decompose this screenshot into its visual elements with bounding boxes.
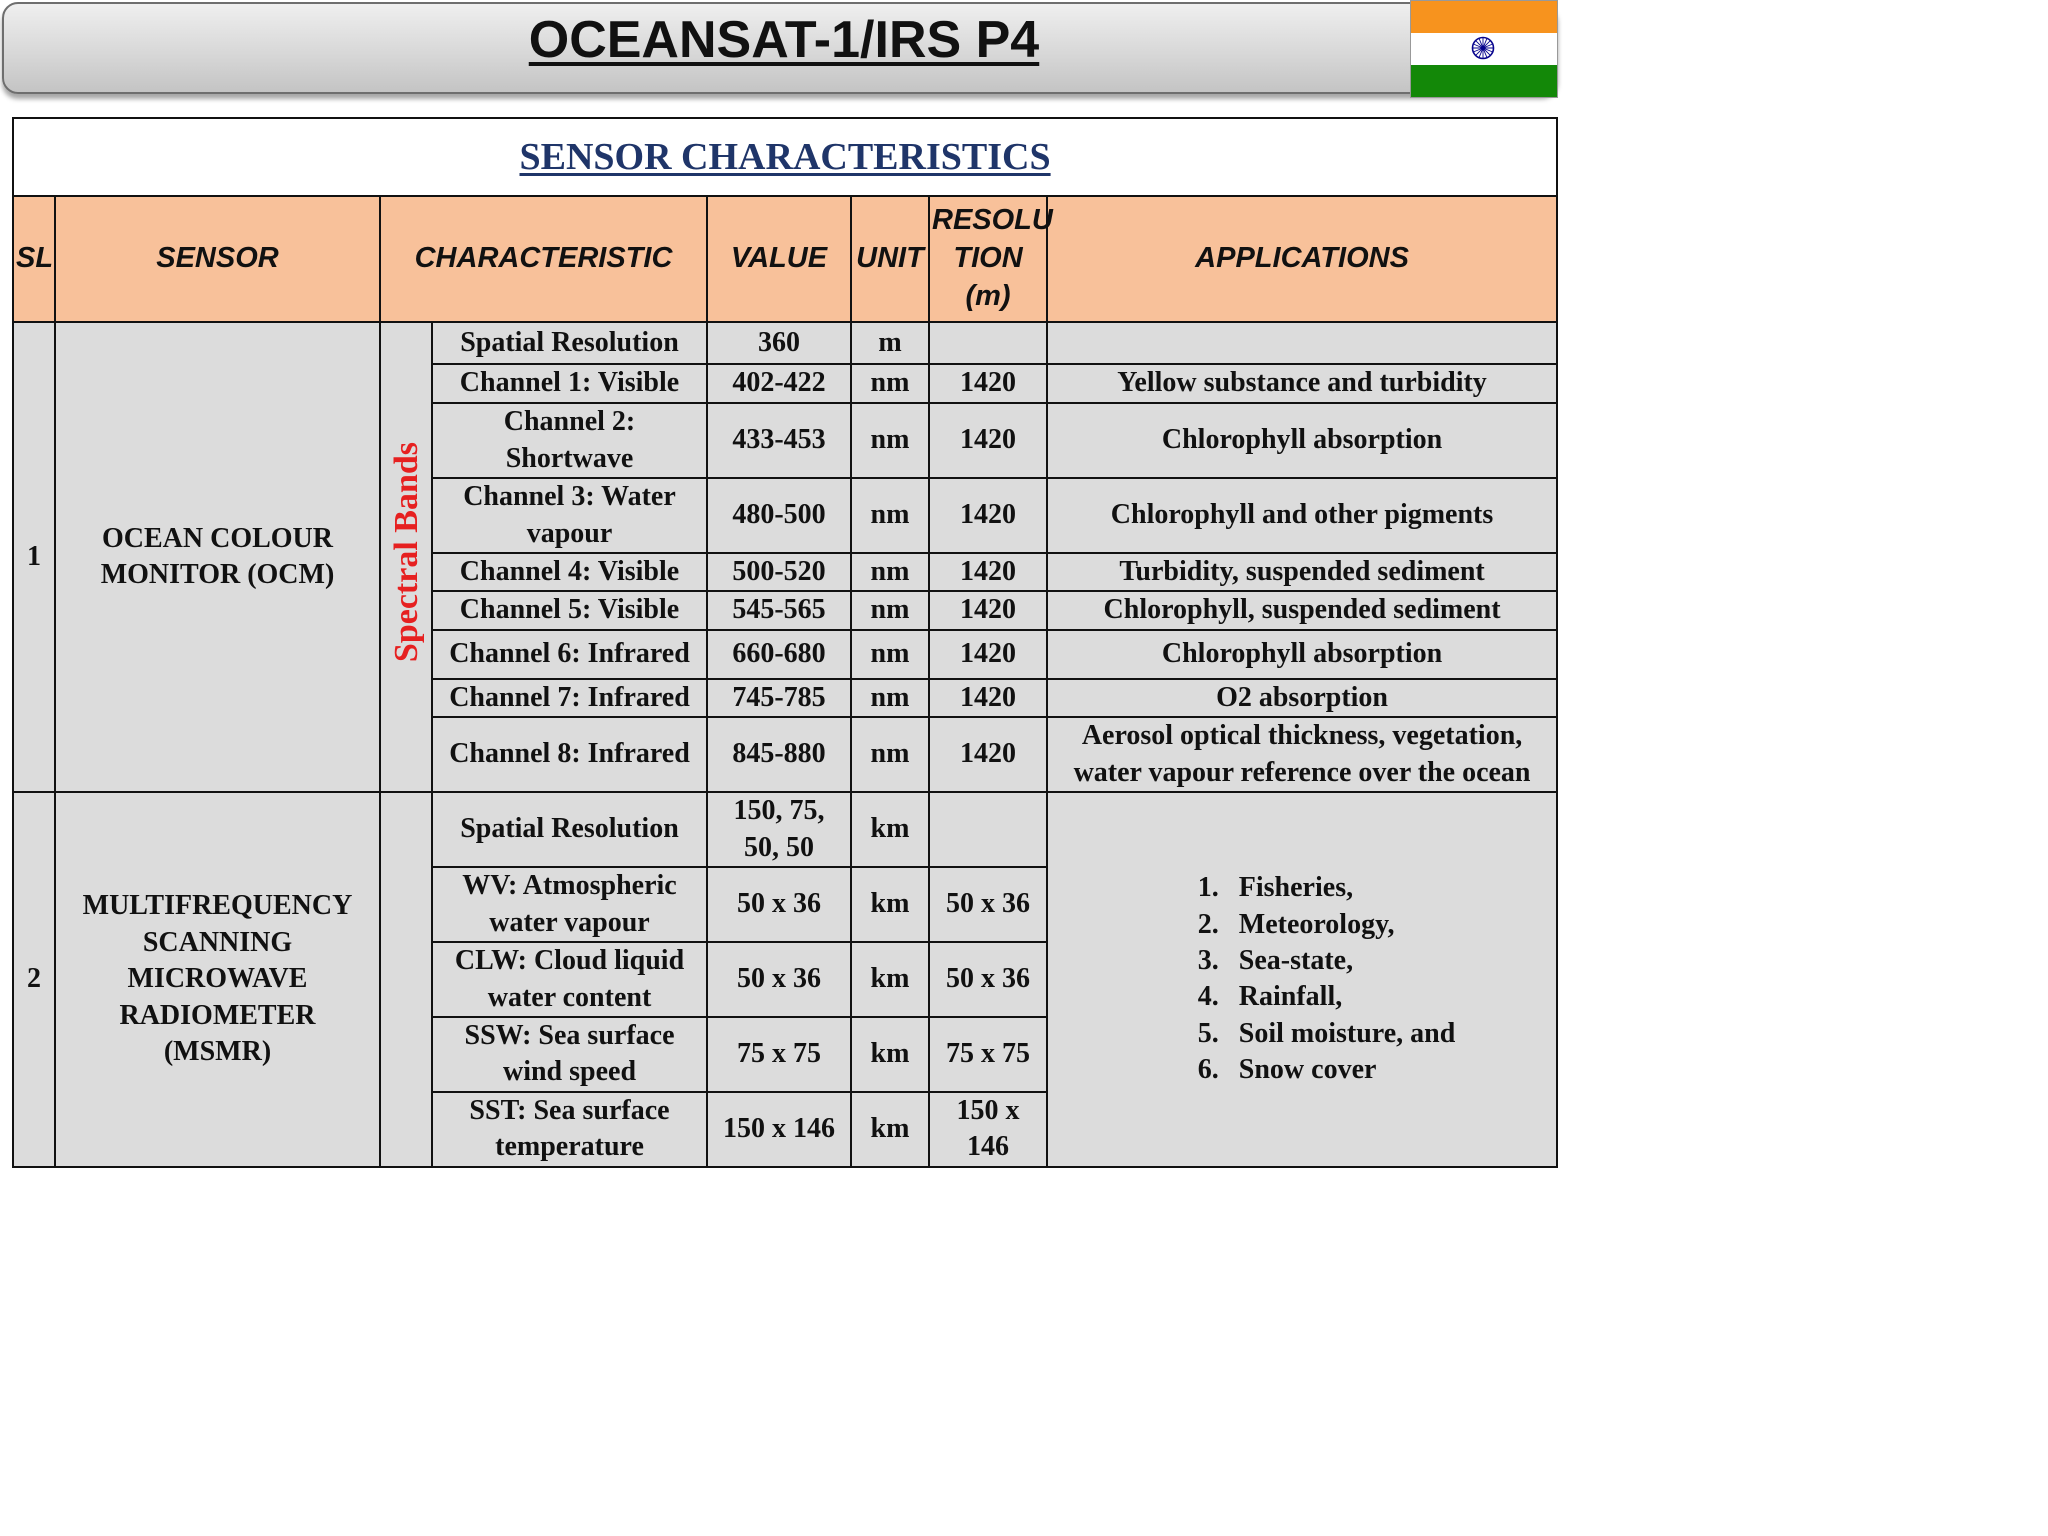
unit-cell: km: [851, 867, 929, 942]
characteristic-cell: Channel 7: Infrared: [432, 679, 707, 717]
resolution-cell: 1420: [929, 403, 1047, 478]
header-value: VALUE: [707, 196, 851, 322]
table-row: [13, 322, 1557, 364]
header-resolution-line-1: RESOLU: [932, 204, 1053, 237]
characteristic-line-1: SST: Sea surface: [469, 1094, 670, 1126]
header-sl: SL: [13, 196, 55, 322]
msmr-name-line-3: MICROWAVE: [127, 963, 308, 995]
characteristic-line-1: Channel 2:: [503, 406, 636, 438]
list-item-number: 5.: [1197, 1017, 1219, 1049]
value-cell: 745-785: [707, 679, 851, 717]
value-cell: 360: [707, 322, 851, 364]
value-cell: 50 x 36: [707, 942, 851, 1017]
characteristic-cell: [432, 478, 707, 553]
flag-green-band: [1411, 65, 1557, 97]
resolution-cell: 1420: [929, 553, 1047, 591]
characteristic-cell: Channel 6: Infrared: [432, 630, 707, 679]
spectral-bands-label: Spectral Bands: [388, 441, 425, 662]
header-characteristic: CHARACTERISTIC: [380, 196, 707, 322]
resolution-cell: 1420: [929, 478, 1047, 553]
list-item-text: Sea-state,: [1238, 945, 1354, 977]
characteristic-line-1: CLW: Cloud liquid: [454, 945, 685, 977]
characteristic-cell: [432, 1017, 707, 1092]
resolution-line-2: 146: [967, 1131, 1009, 1163]
resolution-cell: 1420: [929, 630, 1047, 679]
characteristic-line-1: Channel 3: Water: [463, 481, 676, 513]
characteristic-line-2: temperature: [495, 1131, 644, 1163]
header-resolution: [929, 196, 1053, 322]
value-cell: 660-680: [707, 630, 851, 679]
list-item-text: Soil moisture, and: [1238, 1017, 1456, 1049]
resolution-cell: 50 x 36: [929, 867, 1047, 942]
application-cell: Turbidity, suspended sediment: [1047, 553, 1557, 591]
list-item: [1149, 870, 1456, 906]
header-unit: UNIT: [851, 196, 929, 322]
msmr-name-line-4: RADIOMETER: [119, 999, 316, 1031]
application-cell: Chlorophyll and other pigments: [1047, 478, 1557, 553]
characteristic-line-1: SSW: Sea surface: [464, 1020, 675, 1052]
table-row: [13, 792, 1557, 867]
value-line-2: 50, 50: [744, 831, 814, 863]
list-item: [1149, 907, 1456, 943]
characteristic-cell: Channel 8: Infrared: [432, 717, 707, 792]
characteristic-cell: [432, 1092, 707, 1167]
india-flag-icon: [1410, 0, 1558, 98]
header-resolution-line-3: (m): [965, 279, 1011, 312]
application-cell: [1047, 322, 1557, 364]
unit-cell: nm: [851, 717, 929, 792]
header-resolution-line-2: TION: [953, 242, 1023, 275]
list-item-number: 4.: [1197, 981, 1219, 1013]
application-line-1: Aerosol optical thickness, vegetation,: [1081, 720, 1523, 752]
value-cell: 480-500: [707, 478, 851, 553]
page-title: OCEANSAT-1/IRS P4: [528, 11, 1040, 69]
msmr-name-line-2: SCANNING: [142, 926, 293, 958]
msmr-sensor-name: [55, 792, 380, 1167]
list-item: [1149, 1016, 1456, 1052]
list-item-number: 2.: [1197, 908, 1219, 940]
unit-cell: nm: [851, 630, 929, 679]
value-cell: 433-453: [707, 403, 851, 478]
resolution-cell: 1420: [929, 364, 1047, 403]
unit-cell: km: [851, 1092, 929, 1167]
list-item-number: 1.: [1197, 872, 1219, 904]
list-item: [1149, 979, 1456, 1015]
value-cell: 845-880: [707, 717, 851, 792]
msmr-name-line-1: MULTIFREQUENCY: [82, 890, 353, 922]
resolution-cell: [929, 322, 1047, 364]
list-item-text: Rainfall,: [1238, 981, 1343, 1013]
unit-cell: nm: [851, 364, 929, 403]
characteristic-cell: Channel 1: Visible: [432, 364, 707, 403]
flag-white-band: [1411, 33, 1557, 65]
unit-cell: km: [851, 1017, 929, 1092]
ocm-name-line-1: OCEAN COLOUR: [101, 522, 333, 554]
header-row: [13, 196, 1557, 322]
ocm-name-line-2: MONITOR (OCM): [100, 559, 335, 591]
resolution-cell: [929, 1092, 1047, 1167]
list-item: [1149, 943, 1456, 979]
application-cell: Chlorophyll absorption: [1047, 403, 1557, 478]
unit-cell: km: [851, 792, 929, 867]
resolution-cell: 50 x 36: [929, 942, 1047, 1017]
msmr-sl: 2: [13, 792, 55, 1167]
application-line-2: water vapour reference over the ocean: [1073, 756, 1531, 788]
characteristic-line-2: Shortwave: [505, 442, 634, 474]
characteristic-cell: Spatial Resolution: [432, 792, 707, 867]
list-item-text: Meteorology,: [1238, 908, 1395, 940]
unit-cell: nm: [851, 478, 929, 553]
characteristic-cell: Channel 4: Visible: [432, 553, 707, 591]
msmr-applications-cell: [1047, 792, 1557, 1167]
characteristic-cell: [432, 403, 707, 478]
value-cell: 150 x 146: [707, 1092, 851, 1167]
ashoka-chakra-icon: [1471, 36, 1495, 60]
application-cell: [1047, 717, 1557, 792]
table-caption: SENSOR CHARACTERISTICS: [519, 136, 1051, 178]
application-cell: Chlorophyll, suspended sediment: [1047, 591, 1557, 629]
msmr-applications-list: [1149, 870, 1456, 1088]
characteristic-line-1: WV: Atmospheric: [462, 870, 677, 902]
msmr-name-line-5: (MSMR): [163, 1036, 272, 1068]
list-item-number: 3.: [1197, 945, 1219, 977]
resolution-cell: 75 x 75: [929, 1017, 1047, 1092]
characteristic-line-2: water content: [487, 981, 652, 1013]
table-caption-cell: [13, 118, 1557, 196]
unit-cell: m: [851, 322, 929, 364]
unit-cell: nm: [851, 591, 929, 629]
resolution-line-1: 150 x: [956, 1094, 1020, 1126]
spectral-bands-cell: [380, 322, 432, 792]
header-sensor: SENSOR: [55, 196, 380, 322]
unit-cell: nm: [851, 403, 929, 478]
ocm-sensor-name: [55, 322, 380, 792]
application-cell: Yellow substance and turbidity: [1047, 364, 1557, 403]
sensor-table: [12, 117, 1558, 1168]
unit-cell: nm: [851, 553, 929, 591]
flag-saffron-band: [1411, 1, 1557, 33]
value-cell: 545-565: [707, 591, 851, 629]
value-line-1: 150, 75,: [733, 795, 825, 827]
value-cell: 500-520: [707, 553, 851, 591]
value-cell: 75 x 75: [707, 1017, 851, 1092]
resolution-cell: 1420: [929, 591, 1047, 629]
msmr-group-cell: [380, 792, 432, 1167]
resolution-cell: [929, 792, 1047, 867]
list-item: [1149, 1052, 1456, 1088]
characteristic-cell: [432, 867, 707, 942]
characteristic-cell: Spatial Resolution: [432, 322, 707, 364]
characteristic-cell: Channel 5: Visible: [432, 591, 707, 629]
value-cell: 402-422: [707, 364, 851, 403]
value-cell: 50 x 36: [707, 867, 851, 942]
application-cell: O2 absorption: [1047, 679, 1557, 717]
list-item-text: Fisheries,: [1238, 872, 1354, 904]
list-item-text: Snow cover: [1238, 1054, 1377, 1086]
characteristic-cell: [432, 942, 707, 1017]
list-item-number: 6.: [1197, 1054, 1219, 1086]
unit-cell: km: [851, 942, 929, 1017]
application-cell: Chlorophyll absorption: [1047, 630, 1557, 679]
unit-cell: nm: [851, 679, 929, 717]
resolution-cell: 1420: [929, 717, 1047, 792]
characteristic-line-2: vapour: [526, 517, 613, 549]
header-applications: APPLICATIONS: [1047, 196, 1557, 322]
characteristic-line-2: wind speed: [502, 1056, 637, 1088]
characteristic-line-2: water vapour: [489, 906, 650, 938]
resolution-cell: 1420: [929, 679, 1047, 717]
value-cell: [707, 792, 851, 867]
ocm-sl: 1: [13, 322, 55, 792]
